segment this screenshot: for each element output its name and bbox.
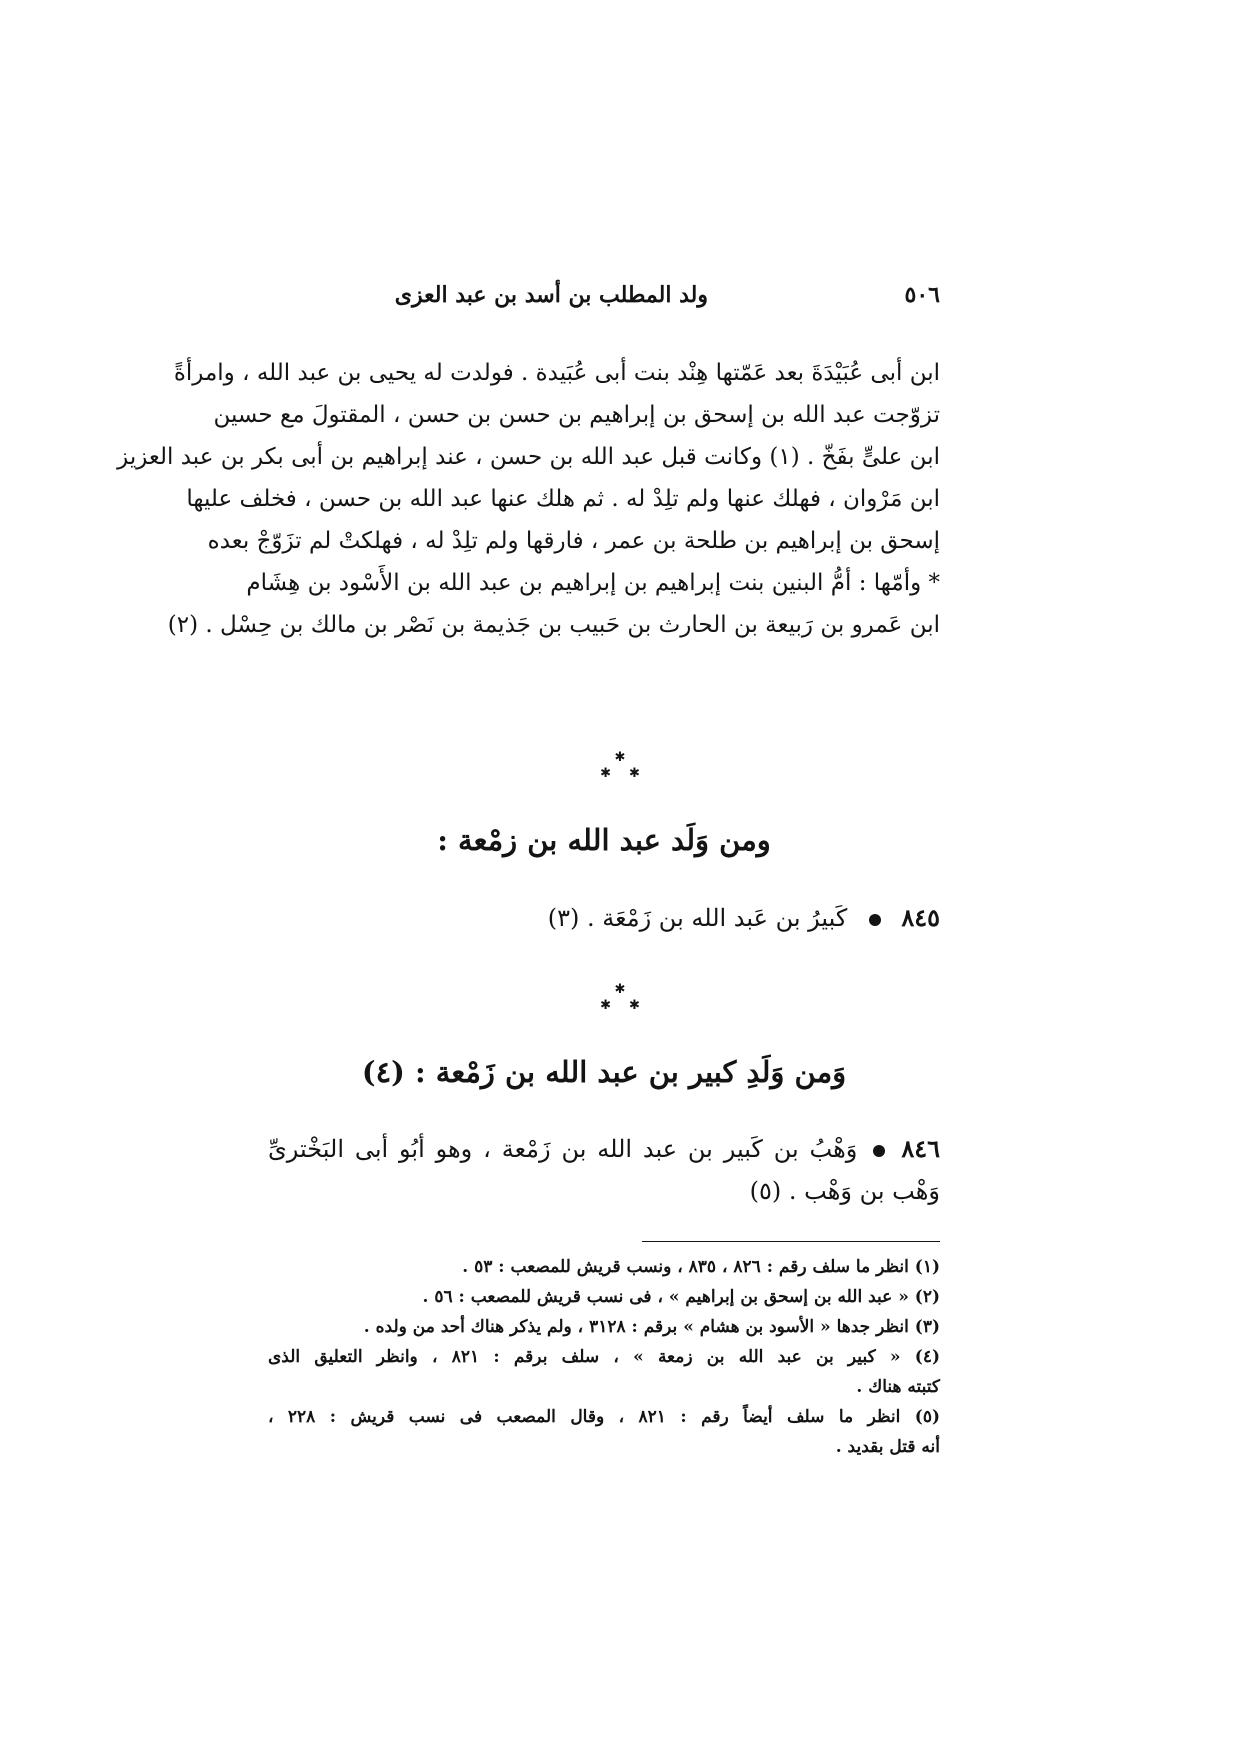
body-line: * وأمّها : أمُّ البنين بنت إبراهيم بن إبراهيم بن عبد الله بن الأَسْود بن هِشَام <box>246 570 940 596</box>
footnote: (٢) « عبد الله بن إسحق بن إبراهيم » ، فى نسب قريش للمصعب : ٥٦ . <box>422 1287 940 1307</box>
footnote: (٣) انظر جدها « الأسود بن هشام » برقم : ٣١٢٨ ، ولم يذكر هناك أحد من ولده . <box>363 1317 940 1337</box>
footnotes <box>268 1252 940 1462</box>
section-heading: وَمن وَلَدِ كبير بن عبد الله بن زَمْعة : (٤) <box>361 1055 847 1089</box>
running-title: ولد المطلب بن أسد بن عبد العزى <box>394 282 708 308</box>
entry-number: ٨٤٥ <box>901 903 940 932</box>
entry-line <box>268 1128 940 1170</box>
entry-line: وَهْب بن وَهْب . (٥) <box>749 1177 940 1205</box>
entry-number: ٨٤٦ <box>901 1134 940 1163</box>
footnote-separator <box>642 1241 940 1242</box>
body-line: ابن عَمرو بن رَبيعة بن الحارث بن حَبيب بن جَذيمة بن نَصْر بن مالك بن حِسْل . (٢) <box>167 612 940 638</box>
body-paragraph <box>117 352 940 646</box>
footnote: (٥) انظر ما سلف أيضاً رقم : ٨٢١ ، وقال المصعب فى نسب قريش : ٢٢٨ ، <box>268 1407 941 1427</box>
entry-text: كَبيرُ بن عَبد الله بن زَمْعَة . (٣) <box>547 904 848 932</box>
entry-846 <box>268 1128 940 1212</box>
body-line: ابن علىٍّ بفَخّ . (١) وكانت قبل عبد الله بن حسن ، عند إبراهيم بن أبى بكر بن عبد العزيز <box>117 444 940 470</box>
bullet-icon <box>873 1145 885 1157</box>
entry-text: وَهْبُ بن كَبير بن عبد الله بن زَمْعة ، وهو أبُو أبى البَخْترىِّ <box>268 1135 858 1163</box>
body-line: ابن مَرْوان ، فهلك عنها ولم تلِدْ له . ثم هلك عنها عبد الله بن حسن ، فخلف عليها <box>186 486 940 512</box>
bullet-icon <box>869 914 881 926</box>
section-divider-stars: ✱ ✱ ✱ <box>600 750 640 781</box>
entry-845 <box>548 898 940 938</box>
footnote-continuation: كتبته هناك . <box>856 1377 940 1397</box>
body-line: ابن أبى عُبَيْدَةَ بعد عَمّتها هِنْد بنت أبى عُبَيدة . فولدت له يحيى بن عبد الله ، وامرأةً <box>173 360 940 386</box>
section-heading: ومن وَلَد عبد الله بن زمْعة : <box>437 823 771 857</box>
footnote: (٤) « كبير بن عبد الله بن زمعة » ، سلف برقم : ٨٢١ ، وانظر التعليق الذى <box>268 1347 940 1367</box>
footnote-continuation: أنه قتل بقديد . <box>835 1437 940 1457</box>
body-line: تزوّجت عبد الله بن إسحق بن إبراهيم بن حسن بن حسن ، المقتولَ مع حسين <box>213 402 940 428</box>
page-number: ٥٠٦ <box>904 282 940 308</box>
section-divider-stars: ✱ ✱ ✱ <box>600 982 640 1013</box>
footnote: (١) انظر ما سلف رقم : ٨٢٦ ، ٨٣٥ ، ونسب قريش للمصعب : ٥٣ . <box>462 1257 940 1277</box>
body-line: إسحق بن إبراهيم بن طلحة بن عمر ، فارقها ولم تلِدْ له ، فهلكتْ لم تزَوّجْ بعده <box>207 528 940 554</box>
page-header <box>268 282 940 322</box>
